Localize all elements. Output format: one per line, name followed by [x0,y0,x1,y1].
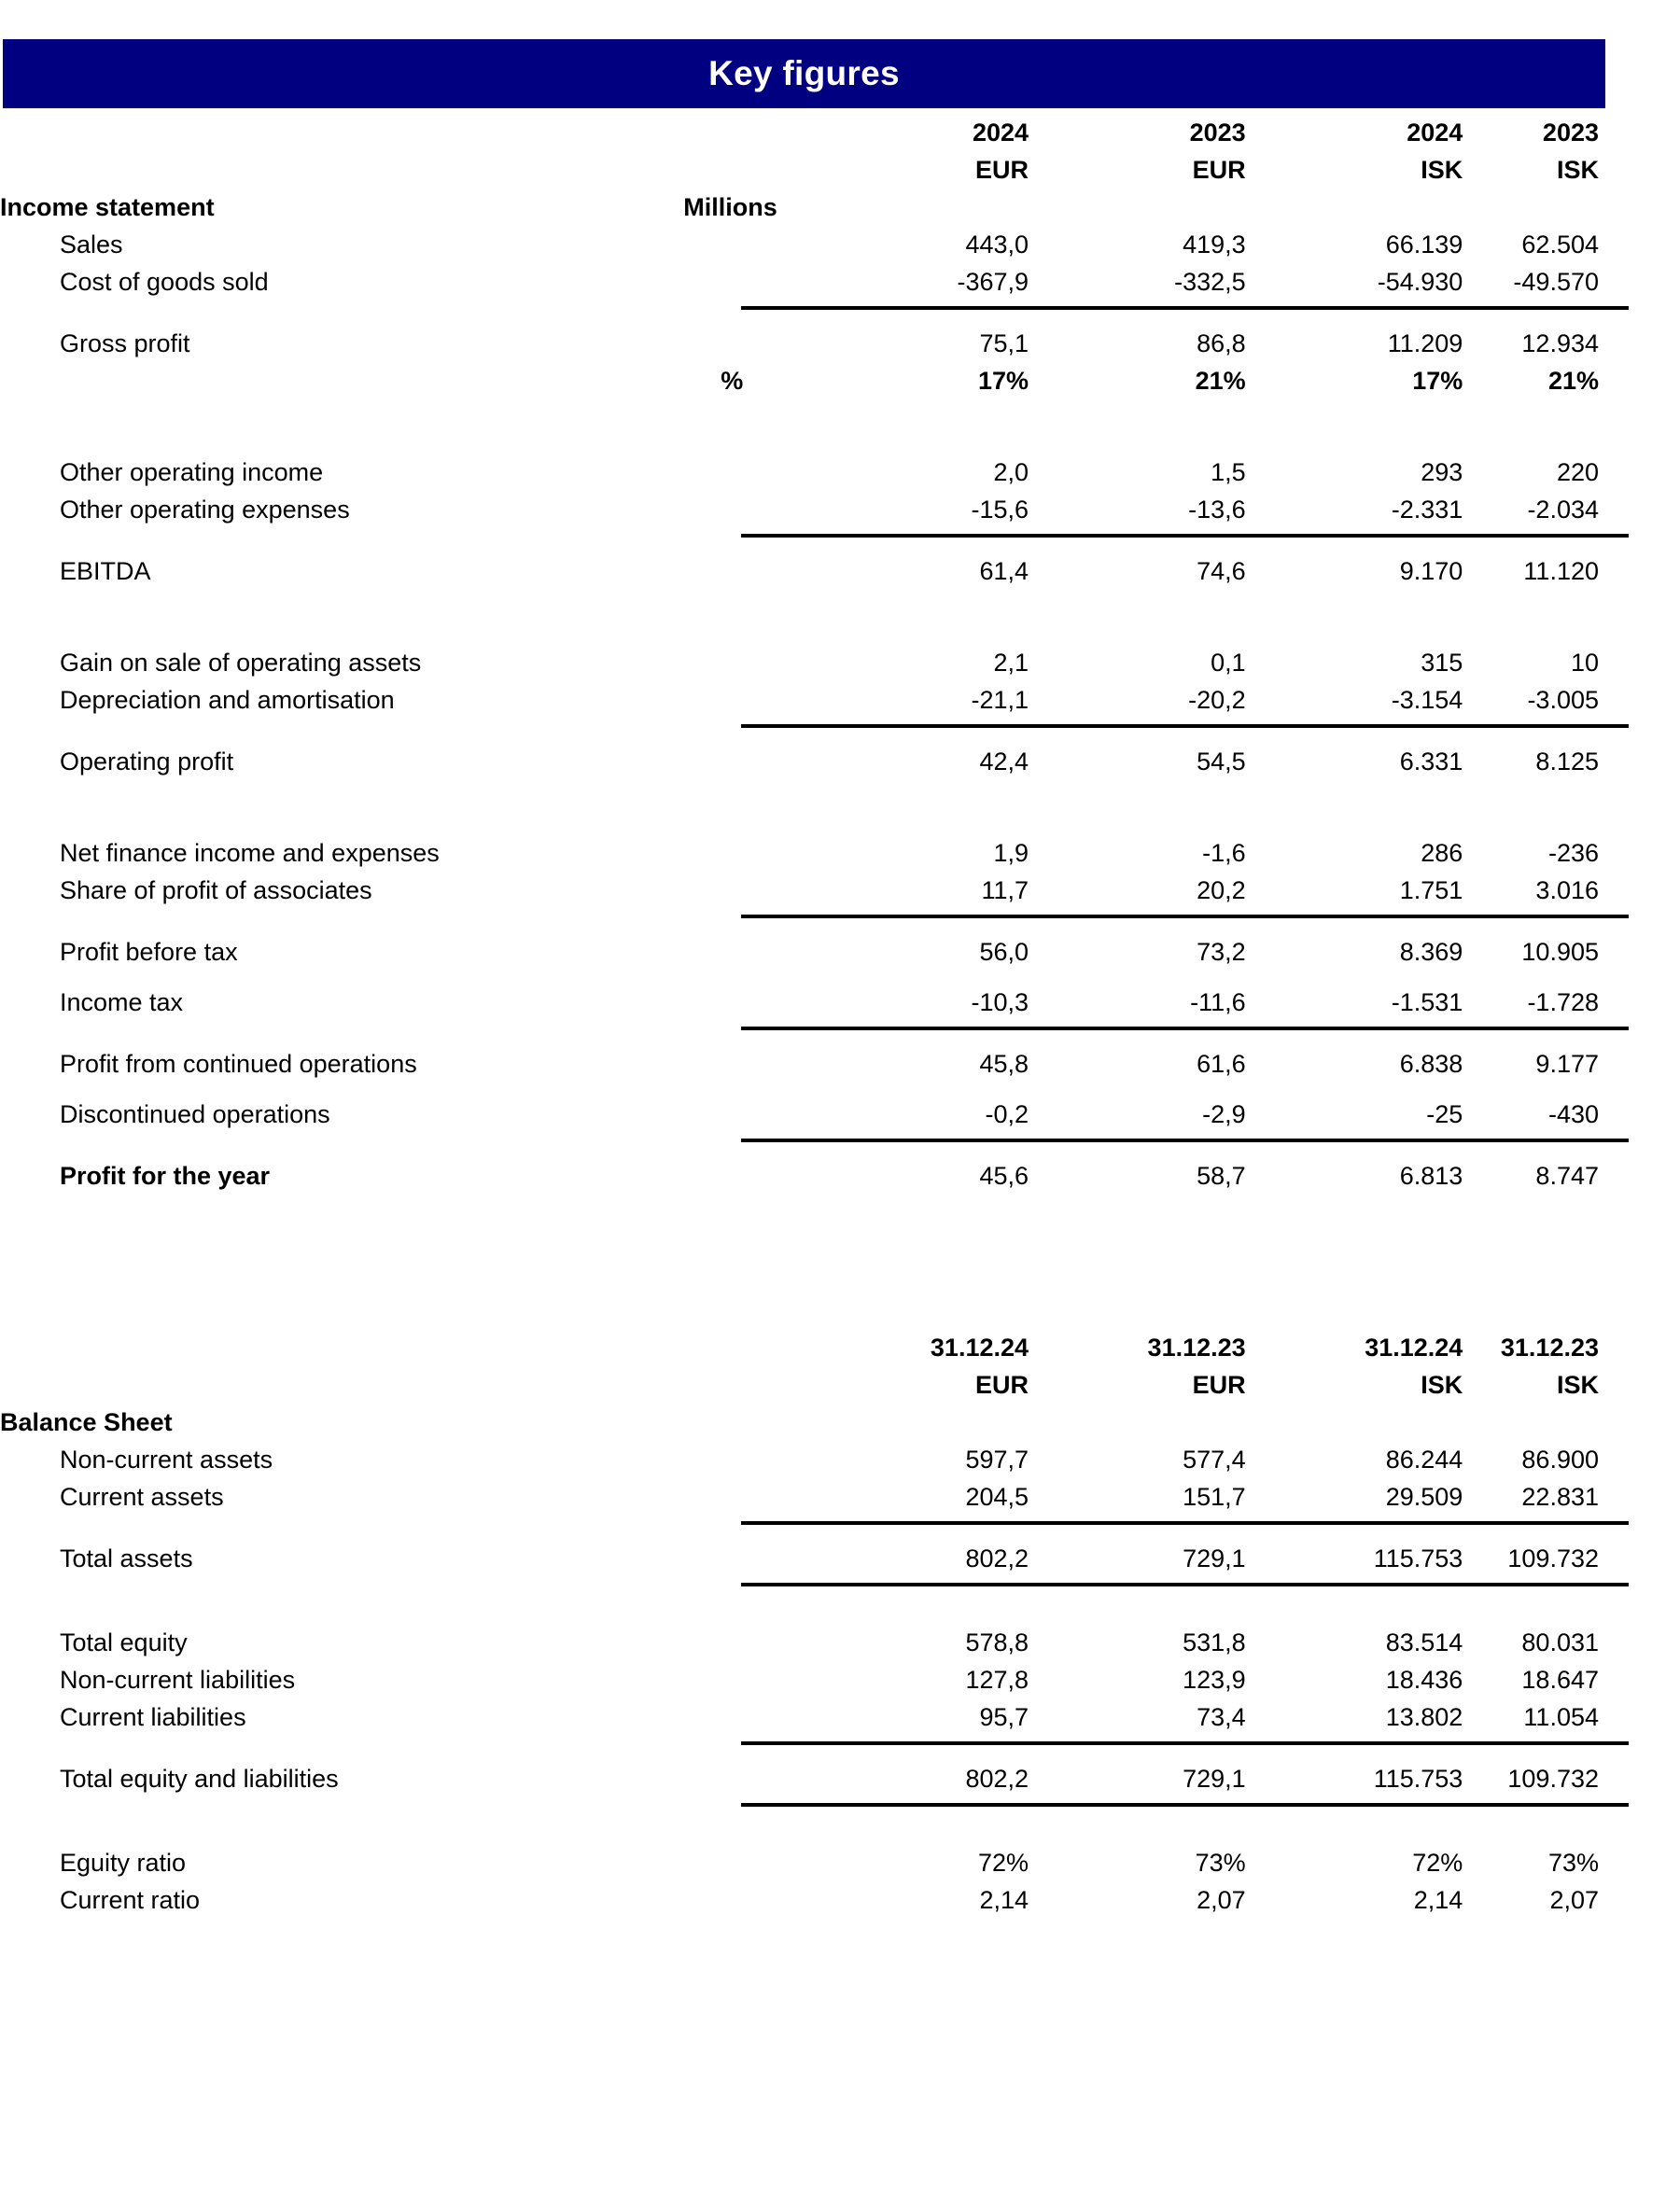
spacer-cell [0,1816,1680,1838]
row-value: 729,1 [1183,1765,1246,1793]
row-label: Total equity and liabilities [60,1765,339,1793]
rule-cell [683,523,1680,547]
row-value: 9.177 [1535,1050,1599,1078]
empty-cell [0,146,683,183]
row-value: 220 [1556,458,1599,486]
balance-period-header-4: 31.12.23 [1500,1334,1599,1362]
row-value: 315 [1421,649,1463,677]
row-value: -11,6 [1190,988,1246,1016]
row-value: -2.331 [1391,496,1463,524]
table-row [0,1152,1680,1189]
empty-cell [0,1572,683,1596]
empty-cell [683,737,811,775]
spacer-cell [0,584,1680,638]
empty-cell [1246,183,1463,220]
row-value: 577,4 [1183,1446,1246,1474]
table-row [0,1040,1680,1077]
empty-cell [683,1435,811,1473]
row-value: -1.728 [1527,988,1599,1016]
row-value: 83.514 [1385,1628,1463,1656]
row-value: 12.934 [1521,329,1599,357]
row-value: 115.753 [1373,1765,1463,1793]
empty-cell [683,485,811,523]
income-currency-header-2: EUR [1192,156,1246,184]
empty-cell [683,108,811,146]
row-value: 8.369 [1399,938,1463,966]
spacer-cell [0,1077,1680,1090]
row-value: 1.751 [1399,876,1463,904]
key-figures-sheet [0,108,1680,1913]
rule-cell [683,1572,1680,1596]
income-period-header-2: 2023 [1189,119,1246,147]
row-value: 443,0 [965,231,1029,259]
row-label: Total equity [60,1628,188,1656]
spacer-cell [0,1596,1680,1618]
table-row [0,1754,1680,1792]
row-value: 204,5 [965,1483,1029,1511]
row-label: Cost of goods sold [60,268,269,296]
row-value: -3.005 [1527,686,1599,714]
empty-cell [683,1754,811,1792]
rule-cell [683,1510,1680,1534]
row-value: -54.930 [1377,268,1463,296]
rule-cell [683,1015,1680,1040]
table-row [0,928,1680,965]
row-value: 13.802 [1385,1703,1463,1731]
rule-cell [683,1730,1680,1754]
row-value: 22.831 [1521,1483,1599,1511]
income-statement-section-title: Income statement [0,193,215,221]
row-label: Other operating income [60,458,324,486]
empty-cell [1463,1398,1680,1435]
row-value: 80.031 [1521,1628,1599,1656]
row-value: 54,5 [1197,748,1246,776]
row-label: Current liabilities [60,1703,246,1731]
subtotal-rule [0,1510,1680,1534]
empty-cell [683,1876,811,1913]
table-row [0,1473,1680,1510]
empty-cell [811,1398,1029,1435]
row-label: Net finance income and expenses [60,839,440,867]
total-rule [0,1792,1680,1816]
spacer-row [0,1269,1680,1323]
subtotal-rule [0,295,1680,319]
empty-cell [0,108,683,146]
rule-cell [683,1792,1680,1816]
empty-cell [0,1127,683,1152]
row-value: 578,8 [965,1628,1029,1656]
row-value: 531,8 [1183,1628,1246,1656]
empty-cell [683,978,811,1015]
row-value: -2,9 [1202,1100,1246,1128]
spacer-cell [0,394,1680,448]
row-value: -10,3 [971,988,1029,1016]
empty-cell [1029,183,1246,220]
row-value: 115.753 [1373,1544,1463,1572]
table-row [0,448,1680,485]
empty-cell [683,676,811,713]
empty-cell [1246,1398,1463,1435]
row-value: 0,1 [1211,649,1246,677]
spacer-row [0,775,1680,829]
empty-cell [0,295,683,319]
income-period-header-1: 2024 [972,119,1029,147]
horizontal-rule [741,306,1629,310]
subtotal-rule [0,523,1680,547]
row-value: 42,4 [979,748,1029,776]
empty-cell [0,1510,683,1534]
empty-cell [683,1618,811,1656]
income-currency-header-row [0,146,1680,183]
row-value: 127,8 [965,1666,1029,1694]
row-label: Non-current liabilities [60,1666,296,1694]
table-row [0,220,1680,258]
empty-cell [0,903,683,928]
balance-sheet-section-title: Balance Sheet [0,1408,173,1436]
row-value: 6.813 [1399,1162,1463,1190]
row-value: 6.331 [1399,748,1463,776]
spacer-row [0,1077,1680,1090]
row-value: 73,4 [1197,1703,1246,1731]
row-value: 21% [1195,367,1246,395]
empty-cell [0,523,683,547]
row-value: -1,6 [1202,839,1246,867]
row-value: 73% [1547,1849,1599,1877]
row-label: Operating profit [60,748,234,776]
balance-period-header-3: 31.12.24 [1365,1334,1463,1362]
horizontal-rule [741,724,1629,728]
income-period-header-row [0,108,1680,146]
row-value: -20,2 [1188,686,1246,714]
row-label: Gross profit [60,329,190,357]
row-value: 45,8 [979,1050,1029,1078]
table-row [0,1838,1680,1876]
empty-cell [683,448,811,485]
row-value: -49.570 [1513,268,1599,296]
empty-cell [0,713,683,737]
horizontal-rule [741,1139,1629,1142]
row-value: 1,5 [1211,458,1246,486]
horizontal-rule [741,915,1629,918]
row-label: Profit for the year [60,1162,271,1190]
row-label: Gain on sale of operating assets [60,649,422,677]
table-row [0,1534,1680,1572]
row-value: 2,07 [1197,1886,1246,1914]
row-value: 58,7 [1197,1162,1246,1190]
empty-cell [683,1838,811,1876]
table-row [0,485,1680,523]
rule-cell [683,903,1680,928]
empty-cell [683,146,811,183]
row-value: 597,7 [965,1446,1029,1474]
empty-cell [683,547,811,584]
balance-currency-header-4: ISK [1556,1371,1599,1399]
row-value: 2,0 [993,458,1029,486]
row-label: Eguity ratio [60,1849,187,1877]
horizontal-rule [741,1521,1629,1525]
row-value: -430 [1547,1100,1599,1128]
total-rule [0,1572,1680,1596]
empty-cell [683,638,811,676]
row-value: 11.120 [1523,557,1599,585]
spacer-cell [0,1189,1680,1269]
rule-cell [683,1127,1680,1152]
rule-cell [683,713,1680,737]
table-row [0,1435,1680,1473]
row-value: 286 [1421,839,1463,867]
horizontal-rule [741,1583,1629,1586]
row-value: 109.732 [1507,1544,1599,1572]
subtotal-rule [0,903,1680,928]
row-label: Profit before tax [60,938,238,966]
subtotal-rule [0,713,1680,737]
row-value: 62.504 [1521,231,1599,259]
row-value: 3.016 [1535,876,1599,904]
table-row [0,1656,1680,1693]
balance-period-header-1: 31.12.24 [930,1334,1029,1362]
row-label: Discontinued operations [60,1100,330,1128]
row-label [0,356,683,394]
subtotal-rule [0,1015,1680,1040]
row-value: -25 [1426,1100,1463,1128]
row-label: Total assets [60,1544,193,1572]
row-value: 293 [1421,458,1463,486]
table-row [0,258,1680,295]
row-value: 11.054 [1523,1703,1599,1731]
table-row [0,978,1680,1015]
row-value: -332,5 [1174,268,1246,296]
empty-cell [683,1398,811,1435]
row-value: 66.139 [1385,231,1463,259]
balance-period-header-row [0,1323,1680,1361]
spacer-row [0,965,1680,978]
row-label: Income tax [60,988,184,1016]
empty-cell [683,1361,811,1398]
row-value: 8.125 [1535,748,1599,776]
table-row [0,1876,1680,1913]
spacer-row [0,1816,1680,1838]
row-label: Current ratio [60,1886,201,1914]
empty-cell [683,258,811,295]
row-value: 17% [977,367,1029,395]
row-value: 2,14 [1413,1886,1463,1914]
subtotal-rule [0,1730,1680,1754]
table-row [0,547,1680,584]
row-value: -3.154 [1391,686,1463,714]
row-value: 29.509 [1385,1483,1463,1511]
row-label: Current assets [60,1483,224,1511]
row-value: 2,14 [979,1886,1029,1914]
table-row [0,638,1680,676]
row-value: 2,1 [993,649,1029,677]
row-value: 86.900 [1521,1446,1599,1474]
empty-cell [1463,183,1680,220]
table-row [0,829,1680,866]
row-value: 2,07 [1549,1886,1599,1914]
row-value: 61,4 [979,557,1029,585]
row-value: 6.838 [1399,1050,1463,1078]
table-row [0,1618,1680,1656]
income-currency-header-3: ISK [1421,156,1463,184]
row-value: -0,2 [985,1100,1029,1128]
table-row [0,1090,1680,1127]
income-statement-section-row [0,183,1680,220]
empty-cell [683,319,811,356]
row-value: 72% [1412,1849,1463,1877]
row-value: 10 [1570,649,1599,677]
row-value: 8.747 [1535,1162,1599,1190]
empty-cell [683,1323,811,1361]
row-value: 802,2 [965,1544,1029,1572]
horizontal-rule [741,1741,1629,1745]
balance-period-header-2: 31.12.23 [1147,1334,1246,1362]
empty-cell [683,928,811,965]
empty-cell [683,866,811,903]
row-value: 56,0 [979,938,1029,966]
balance-currency-header-1: EUR [975,1371,1029,1399]
row-value: 73% [1195,1849,1246,1877]
row-value: 151,7 [1183,1483,1246,1511]
empty-cell [683,1152,811,1189]
income-currency-header-1: EUR [975,156,1029,184]
empty-cell [683,220,811,258]
spacer-row [0,394,1680,448]
empty-cell [0,1792,683,1816]
row-value: 802,2 [965,1765,1029,1793]
income-statement-unit-label: Millions [683,193,777,221]
row-value: -21,1 [971,686,1029,714]
row-value: 123,9 [1183,1666,1246,1694]
row-value: 11,7 [981,876,1029,904]
row-value: 18.647 [1521,1666,1599,1694]
spacer-cell [0,965,1680,978]
page-title: Key figures [708,54,900,92]
spacer-row [0,584,1680,638]
row-value: 18.436 [1385,1666,1463,1694]
table-row [0,676,1680,713]
table-row [0,356,1680,394]
row-value: 9.170 [1399,557,1463,585]
table-row [0,737,1680,775]
empty-cell [683,1473,811,1510]
row-value: -1.531 [1391,988,1463,1016]
key-figures-table [0,108,1680,1913]
balance-currency-header-2: EUR [1192,1371,1246,1399]
row-value: -13,6 [1188,496,1246,524]
rule-cell [683,295,1680,319]
spacer-cell [0,1269,1680,1323]
row-value: 72% [977,1849,1029,1877]
income-period-header-3: 2024 [1407,119,1463,147]
empty-cell [683,829,811,866]
row-value: 419,3 [1183,231,1246,259]
empty-cell [683,1090,811,1127]
row-value: 10.905 [1521,938,1599,966]
empty-cell [683,1040,811,1077]
horizontal-rule [741,1803,1629,1807]
spacer-cell [0,775,1680,829]
row-label: Depreciation and amortisation [60,686,395,714]
row-label: Non-current assets [60,1446,273,1474]
empty-cell [683,1656,811,1693]
table-row [0,1693,1680,1730]
row-value: 45,6 [979,1162,1029,1190]
row-value: 1,9 [993,839,1029,867]
row-value: 17% [1412,367,1463,395]
horizontal-rule [741,534,1629,538]
row-value: 75,1 [979,329,1029,357]
subtotal-rule [0,1127,1680,1152]
income-period-header-4: 2023 [1542,119,1599,147]
row-label: EBITDA [60,557,151,585]
row-value: -15,6 [971,496,1029,524]
row-value: 11.209 [1387,329,1463,357]
row-value: 61,6 [1197,1050,1246,1078]
spacer-row [0,1189,1680,1269]
row-label: Other operating expenses [60,496,350,524]
table-row [0,866,1680,903]
balance-currency-header-row [0,1361,1680,1398]
row-value: 95,7 [979,1703,1029,1731]
empty-cell [0,1361,683,1398]
empty-cell [0,1015,683,1040]
key-figures-banner [3,39,1605,108]
row-value: 729,1 [1183,1544,1246,1572]
table-row [0,319,1680,356]
row-label: Sales [60,231,123,259]
empty-cell [811,183,1029,220]
row-label: Share of profit of associates [60,876,372,904]
gross-margin-percent-label: % [721,367,744,395]
horizontal-rule [741,1027,1629,1030]
income-currency-header-4: ISK [1556,156,1599,184]
spacer-row [0,1596,1680,1618]
row-value: -2.034 [1527,496,1599,524]
empty-cell [683,1693,811,1730]
empty-cell [0,1323,683,1361]
row-value: 74,6 [1197,557,1246,585]
row-value: 73,2 [1197,938,1246,966]
empty-cell [0,1730,683,1754]
row-value: 21% [1547,367,1599,395]
row-value: 86.244 [1385,1446,1463,1474]
row-value: 109.732 [1507,1765,1599,1793]
balance-sheet-section-row [0,1398,1680,1435]
row-value: 20,2 [1197,876,1246,904]
empty-cell [683,1534,811,1572]
row-label: Profit from continued operations [60,1050,417,1078]
row-value: -236 [1547,839,1599,867]
balance-currency-header-3: ISK [1421,1371,1463,1399]
row-value: -367,9 [957,268,1029,296]
empty-cell [1029,1398,1246,1435]
row-value: 86,8 [1197,329,1246,357]
